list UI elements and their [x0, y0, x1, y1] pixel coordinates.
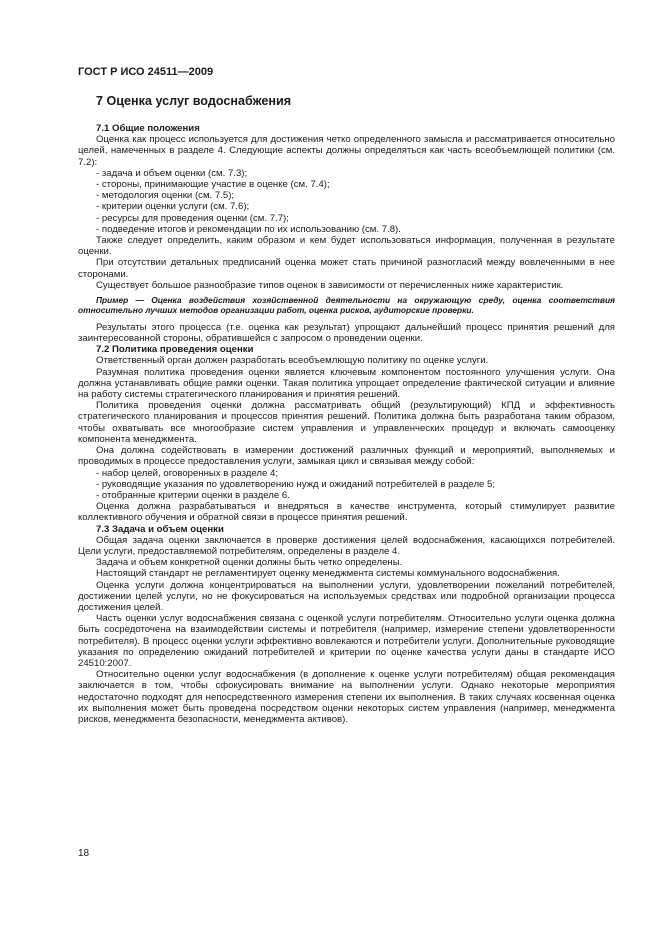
list-item: - отобранные критерии оценки в разделе 6. [96, 490, 615, 501]
list-item: - набор целей, оговоренных в разделе 4; [96, 468, 615, 479]
document-header: ГОСТ Р ИСО 24511—2009 [78, 66, 214, 78]
list-item: - подведение итогов и рекомендации по их использованию (см. 7.8). [96, 224, 615, 235]
page-content [78, 94, 615, 725]
list-item: - критерии оценки услуги (см. 7.6); [96, 201, 615, 212]
section-title: 7 Оценка услуг водоснабжения [96, 94, 292, 108]
paragraph: Задача и объем конкретной оценки должны быть четко определены. [96, 557, 403, 569]
paragraph: Существует большое разнообразие типов оценок в зависимости от перечисленных ниже характеристик. [96, 279, 564, 291]
page-number: 18 [78, 848, 90, 859]
links-list [78, 468, 615, 502]
paragraph: При отсутствии детальных предписаний оценка может стать причиной разногласий между вовлеченными в нее сторонами. [78, 257, 615, 280]
paragraph: Результаты этого процесса (т.е. оценка как результат) упрощают дальнейший процесс принятия решений для заинтересованной стороны, обратившейся с запросом о проведении оценки. [78, 321, 615, 345]
aspects-list [78, 168, 615, 235]
paragraph: Оценка должна разрабатываться и внедряться в качестве инструмента, который стимулирует развитие коллективного обучения и обратной связи в процессе принятия решений. [78, 501, 615, 524]
paragraph: Относительно оценки услуг водоснабжения (в дополнение к оценке услуги потребителям) общая рекомендация заключается в том, чтобы сфокусировать внимание на выполнении услуги. Однако некоторые мероприятия недостаточно подходят для непосредственного измерения степени их выполнения. В таких случаях косвенная оценка их выполнения может быть проведена посредством оценки некоторых систем управления (например, менеджмента рисков, менеджмента безопасности, менеджмента активов). [78, 669, 615, 725]
paragraph: Также следует определить, каким образом и кем будет использоваться информация, полученная в результате оценки. [78, 235, 615, 258]
list-item: - методология оценки (см. 7.5); [96, 190, 615, 201]
paragraph: Ответственный орган должен разработать всеобъемлющую политику по оценке услуги. [96, 355, 489, 367]
list-item: - задача и объем оценки (см. 7.3); [96, 168, 615, 179]
paragraph: Часть оценки услуг водоснабжения связана с оценкой услуги потребителям. Относительно услуги оценка должна быть сосредоточена на взаимодействии системы и потребителя (например, измерение степени удовлетворенности потребителя). В процесс оценки услуги эффективно вовлекаются и потребители услуги. Дополнительные руководящие указания по определению ожиданий потребителей и критерии по оценке качества услуги даны в стандарте ИСО 24510:2007. [78, 613, 615, 669]
subsection-7-1-heading: 7.1 Общие положения [96, 123, 200, 134]
list-item: - руководящие указания по удовлетворению нужд и ожиданий потребителей в разделе 5; [96, 479, 615, 490]
paragraph: Политика проведения оценки должна рассматривать общий (результирующий) КПД и эффективность стратегического планирования и процессов принятия решений. Политика должна быть разработана таким образом, чтобы охватывать все многообразие систем управления и управленческих процедур и включать самооценку компонента менеджмента. [78, 400, 615, 445]
paragraph: Разумная политика проведения оценки является ключевым компонентом постоянного улучшения услуги. Она должна устанавливать общие рамки оценки. Такая политика упрощает определение фактической ситуации и влияние на работу системы стратегического планирования и принятия решений. [78, 366, 615, 401]
list-item: - стороны, принимающие участие в оценке (см. 7.4); [96, 179, 615, 190]
paragraph: Оценка услуги должна концентрироваться на выполнении услуги, удовлетворении пожеланий потребителей, достижении целей услуги, но не фокусироваться на используемых средствах или подробной организации процесса достижения целей. [78, 579, 615, 613]
list-item: - ресурсы для проведения оценки (см. 7.7); [96, 213, 615, 224]
paragraph: Она должна содействовать в измерении достижений различных функций и мероприятий, выполняемых и проводимых в процессе предоставления услуги, замыкая цикл и связывая между собой: [78, 445, 615, 468]
example-note: Пример — Оценка воздействия хозяйственной деятельности на окружающую среду, оценка соответствия относительно лучших методов организации работ, оценка рисков, аудиторские проверки. [78, 295, 615, 316]
paragraph: Общая задача оценки заключается в проверке достижения целей водоснабжения, касающихся потребителей. Цели услуги, предоставляемой потребителям, определены в разделе 4. [78, 534, 615, 557]
subsection-7-2-heading: 7.2 Политика проведения оценки [96, 344, 254, 356]
paragraph: Оценка как процесс используется для достижения четко определенного замысла и рассматривается относительно целей, намеченных в разделе 4. Следующие аспекты должны определяться как часть всеобъемлющей политики (см. 7.2): [78, 134, 615, 168]
paragraph: Настоящий стандарт не регламентирует оценку менеджмента системы коммунального водоснабжения. [96, 568, 560, 580]
subsection-7-3-heading: 7.3 Задача и объем оценки [96, 523, 224, 535]
